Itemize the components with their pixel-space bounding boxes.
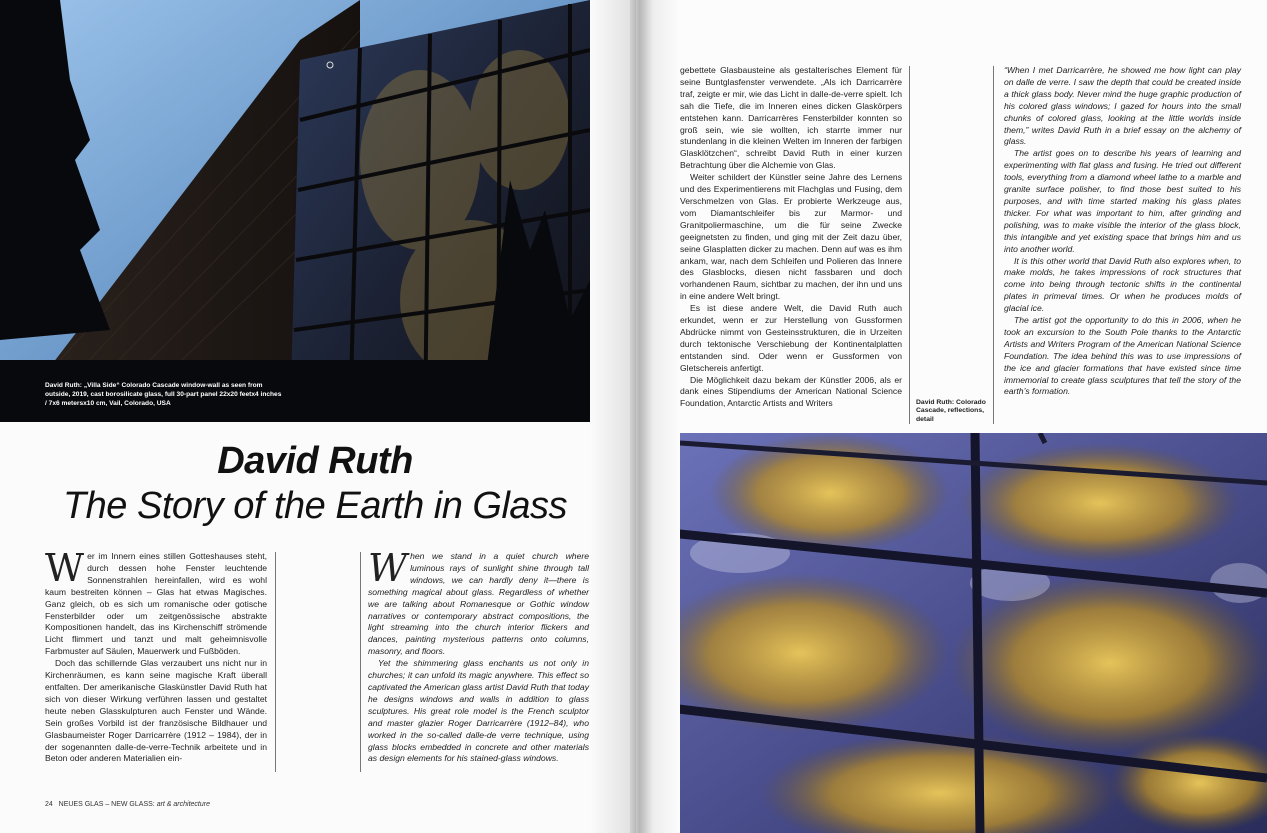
paragraph: It is this other world that David Ruth also explores when, to make molds, he takes impressions of rock structures that come into being through tectonic shifts in the continental plates in primeval times. Or when he produces molds of glacial ice. xyxy=(1004,255,1241,314)
column-divider xyxy=(993,66,994,424)
magazine-name: NEUES GLAS – NEW GLASS: xyxy=(58,801,155,808)
paragraph: “When I met Darricarrère, he showed me how light can play on dalle de verre. I saw the depth that could be created inside a thick glass body. Never mind the huge graphic production of his colored glass windows; I gazed for hours into the small chunks of colored glass, looking at the little worlds inside them,” writes David Ruth in a brief essay on the alchemy of glass. xyxy=(1004,65,1241,147)
column-divider xyxy=(909,66,910,424)
photo-caption-villa-side: David Ruth: „Villa Side“ Colorado Cascade window-wall as seen from outside, 2019, cast borosilicate glass, full 30-part panel 22x20 feetx4 inches / 7x6 metersx10 cm, Vail, Colorado, USA xyxy=(45,382,282,407)
section-name: art & architecture xyxy=(156,801,210,808)
column-divider xyxy=(275,552,276,772)
paragraph: Weiter schildert der Künstler seine Jahre des Lernens und des Experimentierens mit Flachglas und Fusing, dem Verschmelzen von Glas. Er probierte Werkzeuge aus, vom Diamantschleifer bis zur Marmor- und Granitpoliermaschine, um die für seine Zwecke geeignetsten zu finden, und ging mit der Zeit dazu über, seine Glasplatten dicker zu machen. Denn auf was es ihm ankam, war, nach dem Schleifen und Polieren das Innere des Glasblocks, diesen nicht fassbaren und doch vorhandenen Raum, sichtbar zu machen, der ihn und uns in eine andere Welt bringt. xyxy=(680,172,902,302)
article-title: David Ruth xyxy=(217,440,413,482)
photo-caption-reflections: David Ruth: Colorado Cascade, reflections, detail xyxy=(916,399,986,423)
villa-side-photo xyxy=(0,0,590,422)
page-number: 24 xyxy=(45,801,53,808)
german-column-left xyxy=(45,546,267,765)
dropcap: W xyxy=(368,546,408,590)
paragraph: Die Möglichkeit dazu bekam der Künstler 2006, als er dank eines Stipendiums der American National Science Foundation, Antarctic Artists and Writers xyxy=(680,374,902,409)
english-column-right xyxy=(1004,65,1241,398)
reflections-illustration xyxy=(680,433,1267,833)
paragraph: hen we stand in a quiet church where luminous rays of sunlight shine through tall windows, we can hardly deny it—there is something magical about glass. Regardless of whether we are talking about Romanesque or Gothic window narratives or contemporary abstract compositions, the light streaming into the church interior flickers and dances, painting mysterious patterns onto columns, masonry, and floors. xyxy=(368,551,589,657)
german-column-right xyxy=(680,65,902,410)
dropcap: W xyxy=(45,546,85,590)
left-page xyxy=(0,0,630,833)
folio xyxy=(45,801,210,808)
column-divider xyxy=(360,552,361,772)
paragraph: er im Innern eines stillen Gotteshauses steht, durch dessen hohe Fenster leuchtende Sonnenstrahlen hereinfallen, wird es wohl kaum bestreiten können – Glas hat etwas Magisches. Ganz gleich, ob es sich um romanische oder gotische Fensterbilder oder um zeitgenössische abstrakte Kompositionen handelt, das ins Kirchenschiff strömende Licht flimmert und tanzt und malt geheimnisvolle Farbmuster auf Säulen, Mauerwerk und Fußböden. xyxy=(45,551,267,657)
paragraph: Yet the shimmering glass enchants us not only in churches; it can unfold its magic anywhere. This effect so captivated the American glass artist David Ruth that today he designs windows and walls in addition to glass sculptures. His great role model is the French sculptor and master glazier Roger Darricarrère (1912–84), who worked in the so-called dalle-de verre technique, using glass blocks embedded in concrete and other materials as design elements for his stained-glass windows. xyxy=(368,658,589,764)
paragraph: Es ist diese andere Welt, die David Ruth auch erkundet, wenn er zur Herstellung von Gussformen Abdrücke nimmt von Gesteinsstrukturen, die in Urzeiten durch tektonische Verschiebung der Kontinentalplatten entstanden sind. Oder wenn er Gussformen von Gletschereis anfertigt. xyxy=(680,303,902,373)
reflections-detail-photo xyxy=(680,433,1267,833)
right-page xyxy=(636,0,1267,833)
villa-side-illustration xyxy=(0,0,590,422)
article-subtitle: The Story of the Earth in Glass xyxy=(62,485,568,527)
paragraph: The artist got the opportunity to do this in 2006, when he took an excursion to the South Pole thanks to the Antarctic Artists and Writers Program of the American National Science Foundation. The idea behind this was to use impressions of the ice and glacier formations that have existed since time immemorial to create glass sculptures that tell the story of the earth’s formation. xyxy=(1004,315,1241,397)
paragraph: Doch das schillernde Glas verzaubert uns nicht nur in Kirchenräumen, es kann seine magische Kraft überall entfalten. Der amerikanische Glaskünstler David Ruth hat sich von dieser Wirkung verführen lassen und gestaltet heute neben Glasskulpturen auch Fenster und Wände. Sein großes Vorbild ist der französische Bildhauer und Glasbaumeister Roger Darricarrère (1912 – 1984), der in der sogenannten dalle-de-verre-Technik arbeitete und in Beton oder anderen Materialien ein- xyxy=(45,658,267,764)
english-column-left xyxy=(368,546,589,765)
paragraph: gebettete Glasbausteine als gestalterisches Element für seine Buntglasfenster verwendete. „Als ich Darricarrère traf, zeigte er mir, wie das Licht in dalle-de-verre spielt. Ich sah die Tiefe, die im Inneren eines dicken Glaskörpers entstehen kann. Darricarrères Fensterbilder konnten so groß sein, wie sie wollten, ich starrte immer nur stundenlang in die kleinen Welten im Inneren der farbigen Glasklötzchen“, schreibt David Ruth in einer kurzen Betrachtung über die Alchemie von Glas. xyxy=(680,65,902,171)
paragraph: The artist goes on to describe his years of learning and experimenting with flat glass and fusing. He tried out different tools, everything from a diamond wheel lathe to a marble and granite surface polisher, to find those best suited to his purposes, and with time started making his glass plates thicker. For what was important to him, after grinding and polishing, was to make visible the interior of the glass block, this intangible and yet existing space that brings him and us into another world. xyxy=(1004,148,1241,254)
